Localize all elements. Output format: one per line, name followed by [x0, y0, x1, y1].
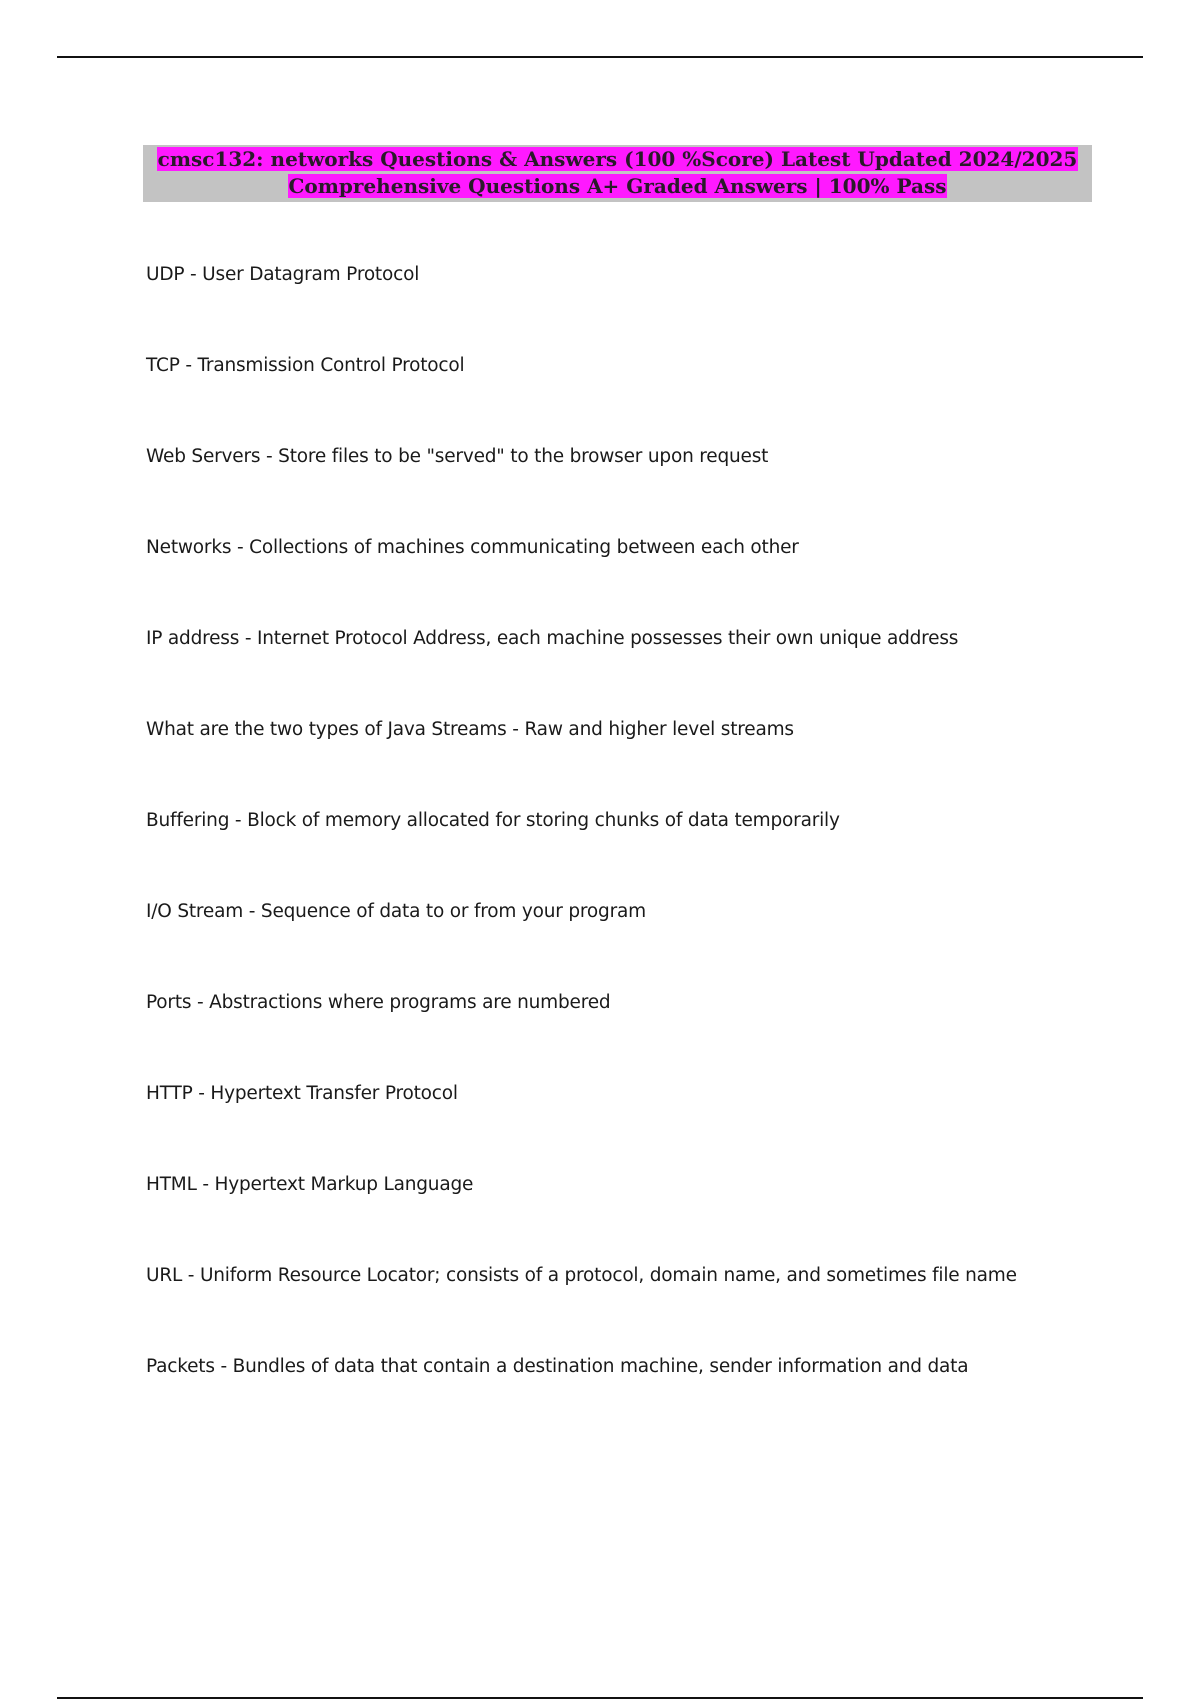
qa-item: URL - Uniform Resource Locator; consists of a protocol, domain name, and sometimes file name [146, 1265, 1017, 1286]
qa-item: I/O Stream - Sequence of data to or from your program [146, 901, 646, 922]
footer-rule [57, 1697, 1143, 1699]
qa-item: Ports - Abstractions where programs are numbered [146, 992, 611, 1013]
qa-item: HTML - Hypertext Markup Language [146, 1174, 474, 1195]
qa-item: Networks - Collections of machines communicating between each other [146, 537, 799, 558]
title-line-1: cmsc132: networks Questions & Answers (100 %Score) Latest Updated 2024/2025 [157, 147, 1078, 171]
qa-item: Buffering - Block of memory allocated for storing chunks of data temporarily [146, 810, 840, 831]
qa-list [146, 264, 1017, 1447]
qa-item: Packets - Bundles of data that contain a destination machine, sender information and data [146, 1356, 969, 1377]
title-line-2: Comprehensive Questions A+ Graded Answers | 100% Pass [288, 174, 947, 198]
qa-item: What are the two types of Java Streams - Raw and higher level streams [146, 719, 794, 740]
header-rule [57, 56, 1143, 58]
qa-item: UDP - User Datagram Protocol [146, 264, 420, 285]
document-title [143, 145, 1092, 202]
qa-item: HTTP - Hypertext Transfer Protocol [146, 1083, 458, 1104]
qa-item: IP address - Internet Protocol Address, each machine possesses their own unique address [146, 628, 959, 649]
qa-item: TCP - Transmission Control Protocol [146, 355, 465, 376]
qa-item: Web Servers - Store files to be "served" to the browser upon request [146, 446, 769, 467]
